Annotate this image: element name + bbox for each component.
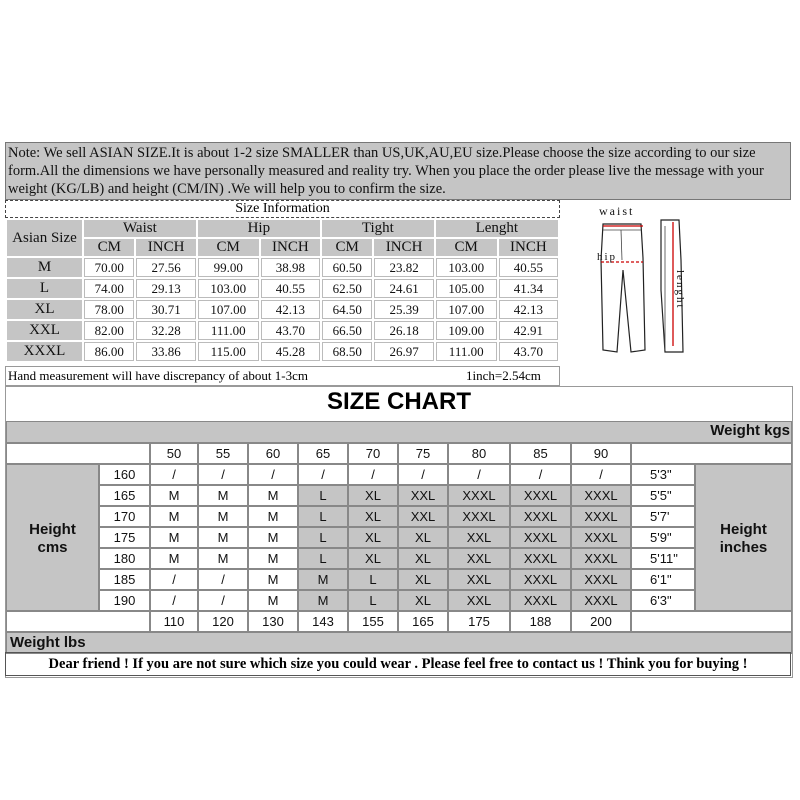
weight-lb-value: 120 [198,611,248,632]
hip-header: Hip [198,220,320,237]
size-recommendation: M [248,527,298,548]
weight-lb-value: 143 [298,611,348,632]
weight-kg-value: 65 [298,443,348,464]
size-recommendation: M [298,569,348,590]
length-label: lenght [674,270,686,310]
size-recommendation: L [298,485,348,506]
height-inch-value: 5'9" [631,527,695,548]
weight-lb-value: 130 [248,611,298,632]
measurement-value: 23.82 [374,258,433,277]
size-recommendation: / [298,464,348,485]
size-recommendation: / [348,464,398,485]
tight-header: Tight [322,220,434,237]
measurement-value: 62.50 [322,279,372,298]
measurement-value: 115.00 [198,342,259,361]
size-label: XL [7,300,82,319]
measurement-value: 64.50 [322,300,372,319]
measurement-value: 26.18 [374,321,433,340]
height-cm-value: 190 [99,590,150,611]
measurement-value: 111.00 [436,342,497,361]
asian-size-header: Asian Size [7,220,82,256]
waist-header: Waist [84,220,196,237]
size-recommendation: M [198,485,248,506]
size-recommendation: XXXL [571,548,631,569]
size-recommendation: M [150,527,198,548]
height-inches-label [695,464,792,611]
measurement-value: 111.00 [198,321,259,340]
height-inch-value: 5'11" [631,548,695,569]
weight-kg-value: 60 [248,443,298,464]
weight-kg-value: 80 [448,443,510,464]
height-inch-value: 5'7' [631,506,695,527]
contact-footer: Dear friend ! If you are not sure which size you could wear . Please feel free to contact us ! Think you for buying ! [5,652,791,676]
size-recommendation: / [398,464,448,485]
weight-lb-value: 155 [348,611,398,632]
weight-lb-value: 188 [510,611,571,632]
weight-lb-value: 165 [398,611,448,632]
size-recommendation: / [198,590,248,611]
size-recommendation: XXXL [510,527,571,548]
measurement-value: 40.55 [261,279,320,298]
size-recommendation: / [150,590,198,611]
size-recommendation: L [348,569,398,590]
size-recommendation: XL [398,527,448,548]
size-recommendation: XXL [398,506,448,527]
size-recommendation: L [348,590,398,611]
weight-kg-value: 55 [198,443,248,464]
measurement-value: 24.61 [374,279,433,298]
size-recommendation: / [448,464,510,485]
size-recommendation: XXXL [571,590,631,611]
size-recommendation: / [198,464,248,485]
blank-cell [631,611,792,632]
size-label: XXXL [7,342,82,361]
measurement-value: 29.13 [136,279,195,298]
measurement-value: 78.00 [84,300,134,319]
size-recommendation: XXXL [510,569,571,590]
unit-header: INCH [374,239,433,256]
size-recommendation: XXXL [510,485,571,506]
blank-cell [6,611,150,632]
size-recommendation: XXXL [571,569,631,590]
weight-lbs-label: Weight lbs [6,632,792,654]
size-label: M [7,258,82,277]
measurement-value: 68.50 [322,342,372,361]
pants-measurement-diagram [561,200,793,384]
size-note: Note: We sell ASIAN SIZE.It is about 1-2 size SMALLER than US,UK,AU,EU size.Please choose the size according to our size form.All the dimensions we have personally measured and reality try. When you place the order please live the message with your weight (KG/LB) and height (CM/IN) .We will help you to confirm the size. [5,142,791,200]
size-recommendation: XL [348,527,398,548]
inch-conversion-note: 1inch=2.54cm [466,368,541,383]
measurement-value: 103.00 [198,279,259,298]
size-recommendation: M [298,590,348,611]
measurement-footnote [5,366,560,386]
measurement-value: 32.28 [136,321,195,340]
size-row [7,321,558,340]
size-recommendation: / [571,464,631,485]
measurement-value: 107.00 [436,300,497,319]
hip-label: hip [597,251,618,263]
size-recommendation: M [248,548,298,569]
weight-kg-value: 90 [571,443,631,464]
waist-label: waist [599,204,635,218]
size-recommendation: M [248,485,298,506]
size-recommendation: / [198,569,248,590]
size-recommendation: XXL [448,569,510,590]
unit-header: CM [84,239,134,256]
measurement-value: 33.86 [136,342,195,361]
size-recommendation: XXL [448,548,510,569]
weight-lb-value: 175 [448,611,510,632]
inches-label-text: inches [719,538,768,556]
size-recommendation: M [150,506,198,527]
size-recommendation: XXXL [510,548,571,569]
size-recommendation: XXXL [571,527,631,548]
height-cm-value: 170 [99,506,150,527]
length-header: Lenght [436,220,558,237]
measurement-value: 27.56 [136,258,195,277]
size-recommendation: / [150,569,198,590]
size-recommendation: XXL [398,485,448,506]
unit-header: CM [436,239,497,256]
size-chart [5,386,793,678]
size-recommendation: M [248,506,298,527]
weight-kgs-label: Weight kgs [710,422,790,439]
size-recommendation: XXL [448,527,510,548]
size-recommendation: XL [348,548,398,569]
size-row [7,279,558,298]
size-recommendation: L [298,548,348,569]
height-cm-value: 175 [99,527,150,548]
measurement-value: 42.91 [499,321,558,340]
size-row [7,300,558,319]
height-label-text: Height [720,520,767,538]
unit-header: CM [198,239,259,256]
size-recommendation: XL [398,569,448,590]
size-information-table [5,200,560,384]
unit-header: INCH [261,239,320,256]
size-recommendation: XXXL [510,590,571,611]
size-recommendation: L [298,506,348,527]
size-recommendation: M [198,527,248,548]
size-row [7,258,558,277]
height-inch-value: 6'3" [631,590,695,611]
size-recommendation: XXXL [448,485,510,506]
blank-cell [631,443,792,464]
size-label: XXL [7,321,82,340]
size-row [7,342,558,361]
measurement-value: 42.13 [261,300,320,319]
blank-cell [6,443,150,464]
height-cm-value: 185 [99,569,150,590]
size-recommendation: M [150,485,198,506]
measurement-value: 41.34 [499,279,558,298]
size-recommendation: XXXL [448,506,510,527]
measurement-value: 86.00 [84,342,134,361]
weight-lb-value: 200 [571,611,631,632]
unit-header: INCH [136,239,195,256]
size-recommendation: XL [348,485,398,506]
size-information-title: Size Information [5,200,560,218]
height-inch-value: 5'3" [631,464,695,485]
unit-header: INCH [499,239,558,256]
measurement-value: 99.00 [198,258,259,277]
height-cm-value: 160 [99,464,150,485]
unit-header: CM [322,239,372,256]
weight-lb-value: 110 [150,611,198,632]
measurement-value: 82.00 [84,321,134,340]
height-label-text: Height [29,520,76,538]
height-inch-value: 6'1" [631,569,695,590]
cms-label-text: cms [37,538,68,556]
height-cms-label [6,464,99,611]
size-recommendation: XXXL [571,506,631,527]
size-recommendation: M [248,569,298,590]
measurement-value: 45.28 [261,342,320,361]
weight-kg-value: 70 [348,443,398,464]
measurement-value: 42.13 [499,300,558,319]
size-recommendation: XXXL [571,485,631,506]
measurement-value: 60.50 [322,258,372,277]
weight-kg-value: 85 [510,443,571,464]
size-recommendation: XL [348,506,398,527]
size-recommendation: XL [398,548,448,569]
size-recommendation: M [248,590,298,611]
measurement-value: 38.98 [261,258,320,277]
measurement-value: 109.00 [436,321,497,340]
size-recommendation: XXL [448,590,510,611]
size-recommendation: M [198,548,248,569]
size-recommendation: XXXL [510,506,571,527]
measurement-value: 103.00 [436,258,497,277]
size-recommendation: L [298,527,348,548]
weight-kg-value: 75 [398,443,448,464]
measurement-value: 66.50 [322,321,372,340]
size-recommendation: XL [398,590,448,611]
size-recommendation: / [150,464,198,485]
measurement-value: 40.55 [499,258,558,277]
measurement-value: 105.00 [436,279,497,298]
measurement-value: 30.71 [136,300,195,319]
measurement-value: 107.00 [198,300,259,319]
size-chart-title: SIZE CHART [327,388,471,415]
measurement-value: 25.39 [374,300,433,319]
height-inch-value: 5'5" [631,485,695,506]
size-recommendation: M [150,548,198,569]
measurement-value: 26.97 [374,342,433,361]
size-recommendation: M [198,506,248,527]
height-cm-value: 180 [99,548,150,569]
measurement-value: 43.70 [499,342,558,361]
measurement-value: 74.00 [84,279,134,298]
size-label: L [7,279,82,298]
size-recommendation: / [248,464,298,485]
discrepancy-note: Hand measurement will have discrepancy of about 1-3cm [8,368,308,383]
measurement-value: 70.00 [84,258,134,277]
height-cm-value: 165 [99,485,150,506]
size-recommendation: / [510,464,571,485]
weight-kg-value: 50 [150,443,198,464]
measurement-value: 43.70 [261,321,320,340]
